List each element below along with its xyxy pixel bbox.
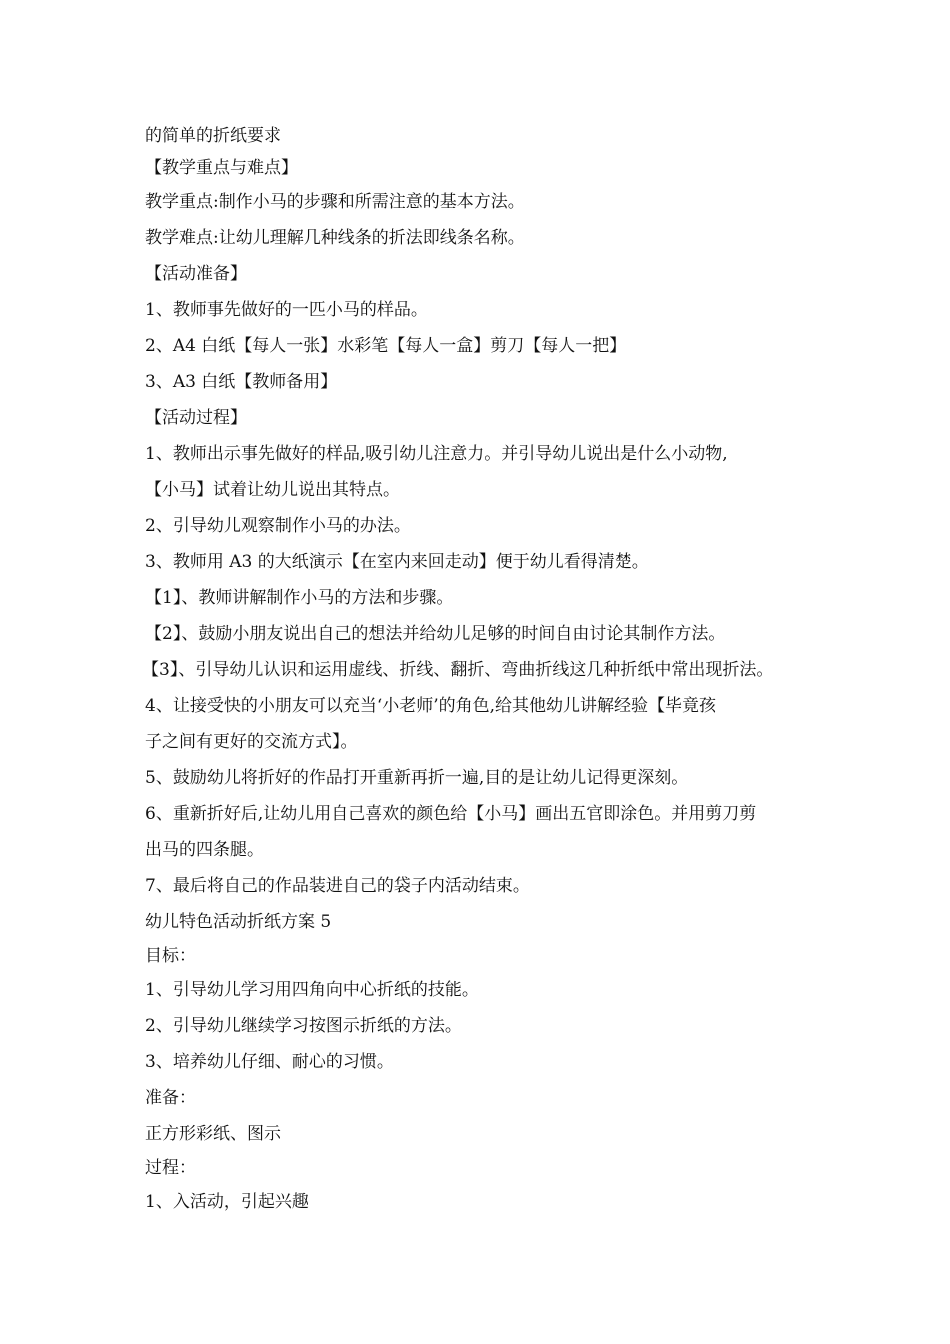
list-item: 2、A4 白纸【每人一张】水彩笔【每人一盒】剪刀【每人一把】 bbox=[145, 336, 627, 356]
text-line: 的简单的折纸要求 bbox=[145, 126, 281, 146]
text-line: 【小马】试着让幼儿说出其特点。 bbox=[145, 480, 400, 500]
list-item: 1、引导幼儿学习用四角向中心折纸的技能。 bbox=[145, 980, 479, 1000]
text-line: 子之间有更好的交流方式】。 bbox=[145, 732, 358, 752]
list-item: 3、培养幼儿仔细、耐心的习惯。 bbox=[145, 1052, 394, 1072]
text-line: 出马的四条腿。 bbox=[145, 840, 264, 860]
text-line: 正方形彩纸、图示 bbox=[145, 1124, 281, 1144]
list-item: 3、教师用 A3 的大纸演示【在室内来回走动】便于幼儿看得清楚。 bbox=[145, 552, 649, 572]
document-body bbox=[142, 120, 815, 1220]
section-heading: 【教学重点与难点】 bbox=[145, 158, 298, 178]
section-heading: 【活动过程】 bbox=[145, 408, 247, 428]
list-item: 【2】、鼓励小朋友说出自己的想法并给幼儿足够的时间自由讨论其制作方法。 bbox=[145, 624, 726, 644]
list-item: 1、入活动，引起兴趣 bbox=[145, 1192, 309, 1212]
section-heading: 准备： bbox=[145, 1088, 196, 1108]
list-item: 【1】、教师讲解制作小马的方法和步骤。 bbox=[145, 588, 454, 608]
list-item: 6、重新折好后,让幼儿用自己喜欢的颜色给【小马】画出五官即涂色。并用剪刀剪 bbox=[145, 804, 757, 824]
list-item: 2、引导幼儿观察制作小马的办法。 bbox=[145, 516, 411, 536]
text-line: 教学重点:制作小马的步骤和所需注意的基本方法。 bbox=[145, 192, 525, 212]
list-item: 2、引导幼儿继续学习按图示折纸的方法。 bbox=[145, 1016, 462, 1036]
text-line: 教学难点:让幼儿理解几种线条的折法即线条名称。 bbox=[145, 228, 525, 248]
section-title: 幼儿特色活动折纸方案 5 bbox=[145, 912, 332, 932]
list-item: 【3】、引导幼儿认识和运用虚线、折线、翻折、弯曲折线这几种折纸中常出现折法。 bbox=[142, 660, 774, 680]
section-heading: 目标： bbox=[145, 946, 196, 966]
section-heading: 【活动准备】 bbox=[145, 264, 247, 284]
list-item: 1、教师事先做好的一匹小马的样品。 bbox=[145, 300, 428, 320]
section-heading: 过程： bbox=[145, 1158, 196, 1178]
list-item: 5、鼓励幼儿将折好的作品打开重新再折一遍,目的是让幼儿记得更深刻。 bbox=[145, 768, 689, 788]
list-item: 4、让接受快的小朋友可以充当‘小老师’的角色,给其他幼儿讲解经验【毕竟孩 bbox=[145, 696, 717, 716]
list-item: 1、教师出示事先做好的样品,吸引幼儿注意力。并引导幼儿说出是什么小动物, bbox=[145, 444, 728, 464]
list-item: 3、A3 白纸【教师备用】 bbox=[145, 372, 338, 392]
list-item: 7、最后将自己的作品装进自己的袋子内活动结束。 bbox=[145, 876, 530, 896]
